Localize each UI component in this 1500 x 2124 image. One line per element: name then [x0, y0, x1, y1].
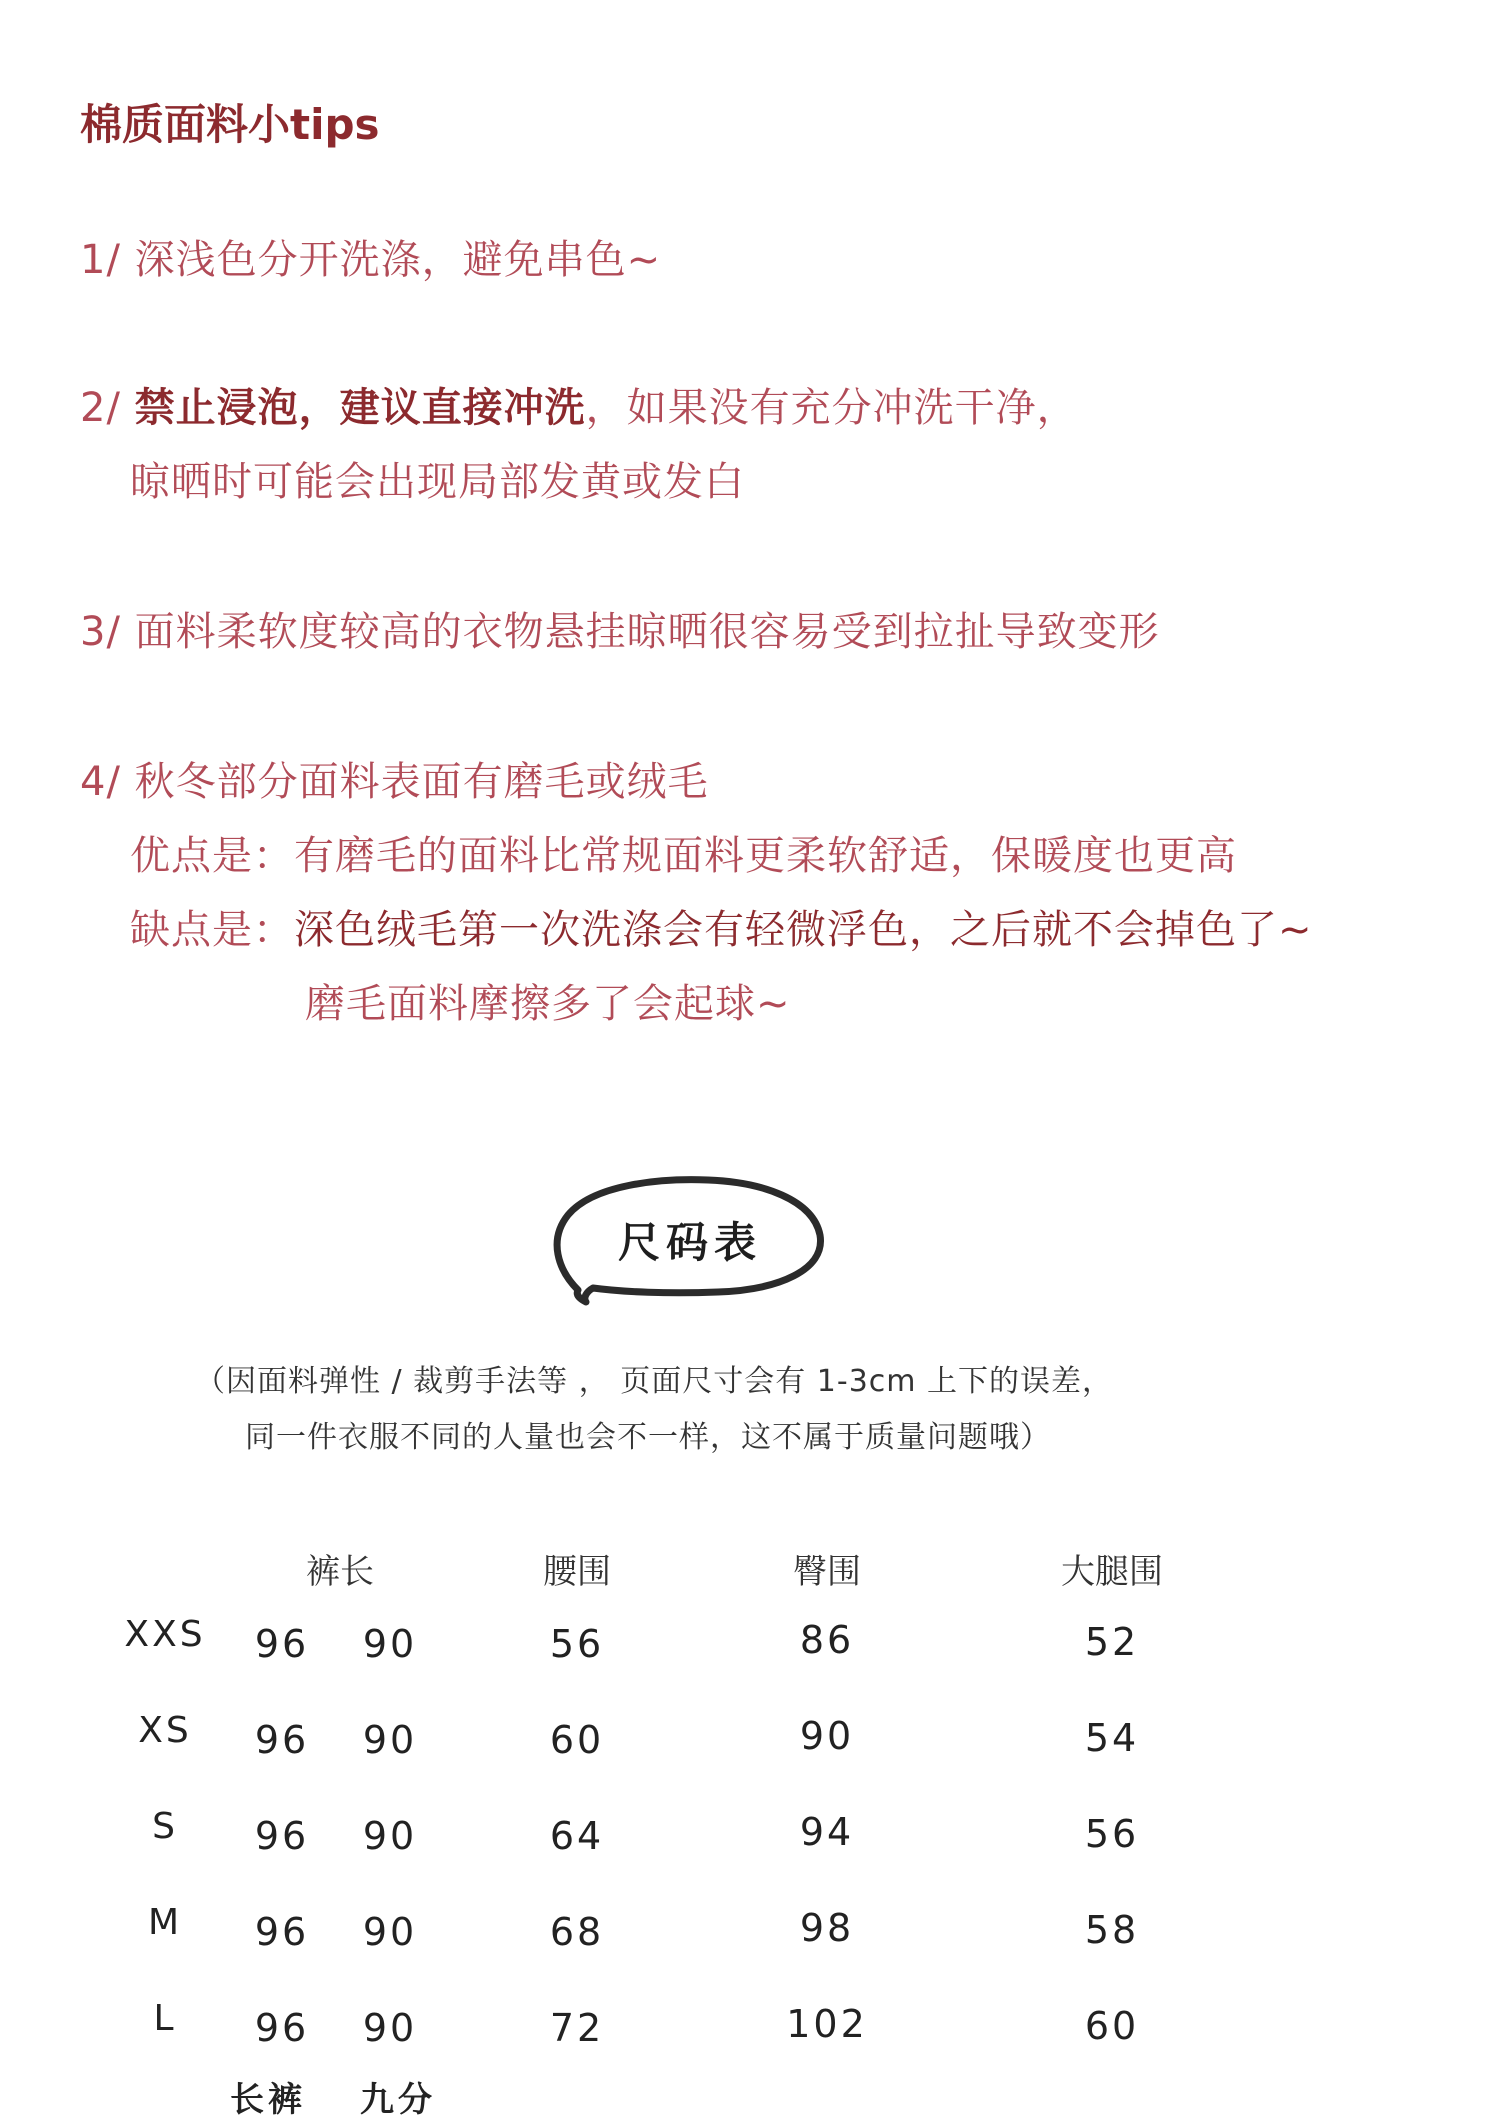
tip-2 [80, 376, 1078, 433]
cell-thigh: 60 [1084, 2004, 1140, 2048]
cell-long: 96 [254, 1910, 310, 1954]
size-label: XS [138, 1710, 192, 1751]
cell-ninth: 90 [362, 2006, 418, 2050]
tip-1-number: 1/ [80, 237, 121, 283]
size-chart-note-line-2: 同一件衣服不同的人量也会不一样，这不属于质量问题哦） [245, 1420, 1051, 1455]
cell-thigh: 52 [1084, 1620, 1140, 1664]
cell-ninth: 90 [362, 1910, 418, 1954]
tip-4-pros [130, 824, 1237, 881]
header-length: 裤长 [306, 1552, 374, 1592]
header-thigh: 大腿围 [1061, 1552, 1163, 1592]
cell-hip: 86 [799, 1618, 855, 1662]
cell-thigh: 58 [1084, 1908, 1140, 1952]
tip-4 [80, 750, 709, 807]
cell-waist: 68 [549, 1910, 605, 1954]
tip-1 [80, 228, 661, 285]
cell-hip: 102 [786, 2002, 868, 2046]
tip-4-pros-text: 有磨毛的面料比常规面料更柔软舒适，保暖度也更高 [294, 833, 1237, 879]
cell-hip: 90 [799, 1714, 855, 1758]
size-label: L [153, 1998, 177, 2039]
tip-2-text: ，如果没有充分冲洗干净， [585, 385, 1078, 431]
tip-4-cons [130, 898, 1313, 955]
tip-3-number: 3/ [80, 609, 121, 655]
cell-long: 96 [254, 2006, 310, 2050]
cell-waist: 60 [549, 1718, 605, 1762]
tip-1-text: 深浅色分开洗涤，避免串色~ [134, 237, 662, 283]
header-hip: 臀围 [793, 1552, 861, 1592]
header-waist: 腰围 [543, 1552, 611, 1592]
cell-long: 96 [254, 1622, 310, 1666]
size-label: XXS [124, 1614, 206, 1655]
tip-4-pros-label: 优点是： [130, 833, 294, 879]
cell-hip: 98 [799, 1906, 855, 1950]
size-label: S [152, 1806, 178, 1847]
tip-2-number: 2/ [80, 385, 121, 431]
cell-thigh: 56 [1084, 1812, 1140, 1856]
size-chart-badge [548, 1170, 828, 1310]
tip-4-cons-line-2: 磨毛面料摩擦多了会起球~ [305, 981, 791, 1027]
tip-2-emphasis: 禁止浸泡，建议直接冲洗 [134, 385, 586, 431]
size-chart-title: 尺码表 [618, 1218, 763, 1267]
tip-4-cons-text: 深色绒毛第一次洗涤会有轻微浮色，之后就不会掉色了~ [294, 907, 1313, 953]
tip-3 [80, 600, 1160, 657]
size-label: M [147, 1902, 183, 1943]
cell-waist: 64 [549, 1814, 605, 1858]
tip-4-cons-label: 缺点是： [130, 907, 294, 953]
cell-hip: 94 [799, 1810, 855, 1854]
size-chart-note-line-1: （因面料弹性 / 裁剪手法等 ， 页面尺寸会有 1-3cm 上下的误差， [195, 1364, 1114, 1399]
tip-3-text: 面料柔软度较高的衣物悬挂晾晒很容易受到拉扯导致变形 [134, 609, 1160, 655]
footer-ninth-label: 九分 [360, 2080, 436, 2120]
page-title: 棉质面料小tips [80, 100, 380, 149]
cell-ninth: 90 [362, 1814, 418, 1858]
cell-thigh: 54 [1084, 1716, 1140, 1760]
cell-long: 96 [254, 1718, 310, 1762]
cell-waist: 72 [549, 2006, 605, 2050]
cell-ninth: 90 [362, 1718, 418, 1762]
cell-long: 96 [254, 1814, 310, 1858]
footer-long-label: 长裤 [230, 2080, 306, 2120]
cell-waist: 56 [549, 1622, 605, 1666]
tip-4-number: 4/ [80, 759, 121, 805]
cell-ninth: 90 [362, 1622, 418, 1666]
tip-2-line-2: 晾晒时可能会出现局部发黄或发白 [130, 459, 745, 505]
tip-4-text: 秋冬部分面料表面有磨毛或绒毛 [134, 759, 709, 805]
